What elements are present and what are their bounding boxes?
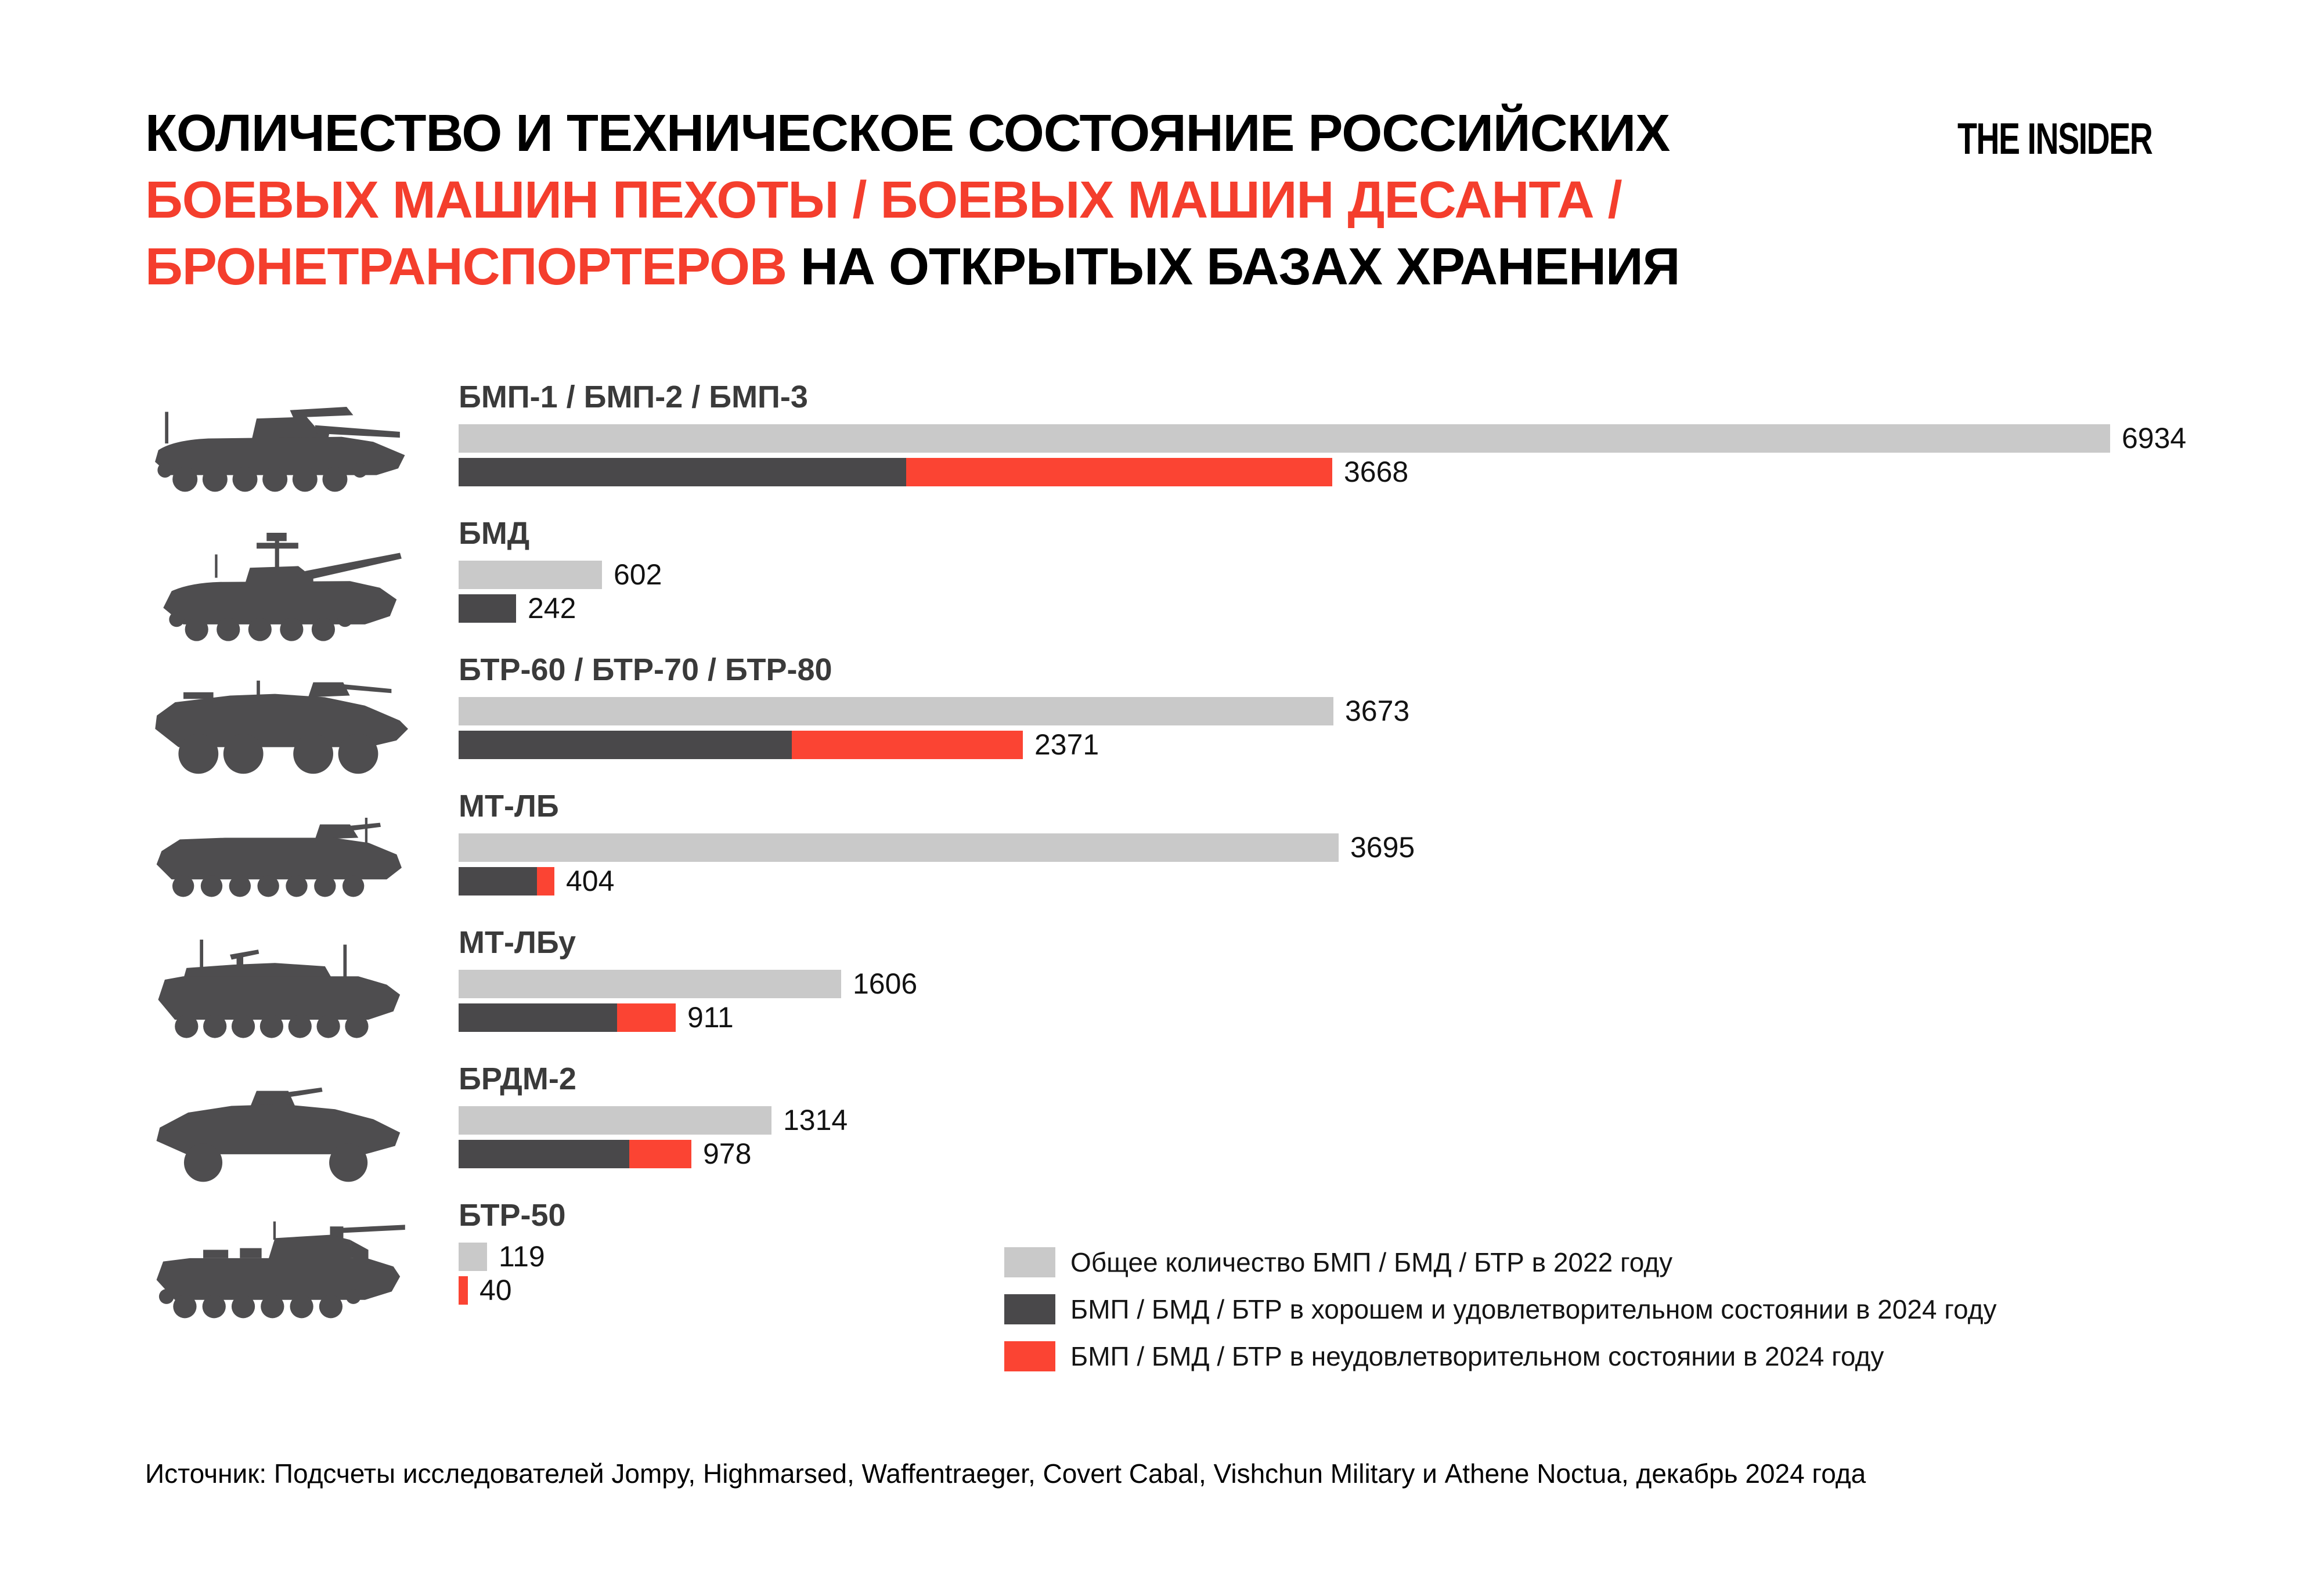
brdm-2-icon xyxy=(150,1084,417,1189)
legend-item-bad-2024 xyxy=(1004,1341,1996,1371)
segment-bad-2024 xyxy=(629,1140,691,1168)
segment-good-2024 xyxy=(459,458,906,486)
bar-total-2022-fill xyxy=(459,833,1339,862)
bar-value-condition: 3668 xyxy=(1344,456,1409,488)
bar-condition-2024 xyxy=(459,867,614,896)
legend-label: Общее количество БМП / БМД / БТР в 2022 году xyxy=(1070,1247,1673,1277)
segment-good-2024 xyxy=(459,1140,629,1168)
bar-value-condition: 40 xyxy=(479,1274,512,1306)
bar-total-2022-fill xyxy=(459,424,2110,453)
segment-bad-2024 xyxy=(792,731,1023,759)
bar-value-total: 602 xyxy=(614,558,662,591)
bar-total-2022 xyxy=(459,697,1409,725)
bar-value-condition: 978 xyxy=(703,1138,752,1170)
legend-swatch-dark xyxy=(1004,1294,1055,1324)
bar-condition-2024 xyxy=(459,1276,512,1305)
bar-value-total: 3695 xyxy=(1350,831,1415,864)
bar-total-2022 xyxy=(459,1240,545,1273)
bar-value-condition: 911 xyxy=(687,1001,734,1034)
legend-swatch-gray xyxy=(1004,1247,1055,1277)
segment-good-2024 xyxy=(459,731,792,759)
bar-total-2022-fill xyxy=(459,970,841,998)
segment-good-2024 xyxy=(459,1003,617,1032)
bar-total-2022-fill xyxy=(459,1106,771,1135)
title-text-red: БОЕВЫХ МАШИН ПЕХОТЫ / БОЕВЫХ МАШИН ДЕСАНТА / xyxy=(145,171,1622,229)
page-title-line2 xyxy=(145,171,1622,229)
segment-bad-2024 xyxy=(537,867,554,896)
bar-total-2022 xyxy=(459,558,662,591)
vehicle-label: МТ-ЛБу xyxy=(459,925,576,960)
segment-good-2024 xyxy=(459,594,516,623)
bar-value-total: 119 xyxy=(499,1240,545,1273)
title-text-red: БРОНЕТРАНСПОРТЕРОВ xyxy=(145,238,787,296)
bar-total-2022-fill xyxy=(459,697,1333,725)
title-text-black: КОЛИЧЕСТВО И ТЕХНИЧЕСКОЕ СОСТОЯНИЕ РОССИЙСКИХ xyxy=(145,104,1670,163)
mt-lb-icon xyxy=(150,818,417,909)
page-title-line3 xyxy=(145,238,1680,296)
bar-total-2022 xyxy=(459,1106,848,1135)
source-line: Источник: Подсчеты исследователей Jompy, Highmarsed, Waffentraeger, Covert Cabal, Vishchun Military и Athene Noctua, декабрь 2024 года xyxy=(145,1458,1866,1489)
vehicle-label: БТР-50 xyxy=(459,1198,566,1233)
the-insider-logo: THE INSIDER xyxy=(1957,114,2152,164)
bar-condition-2024 xyxy=(459,458,1408,486)
legend-item-total-2022 xyxy=(1004,1247,1996,1277)
segment-bad-2024 xyxy=(459,1276,468,1305)
bar-value-condition: 404 xyxy=(566,865,615,897)
bmp-icon xyxy=(150,407,417,503)
vehicle-label: БТР-60 / БТР-70 / БТР-80 xyxy=(459,652,832,687)
bar-total-2022 xyxy=(459,424,2186,453)
title-text-black: НА ОТКРЫТЫХ БАЗАХ ХРАНЕНИЯ xyxy=(787,238,1680,296)
bar-condition-2024 xyxy=(459,1003,734,1032)
btr-50-icon xyxy=(150,1216,417,1329)
segment-bad-2024 xyxy=(906,458,1332,486)
bar-condition-2024 xyxy=(459,728,1099,761)
bar-total-2022-fill xyxy=(459,561,602,589)
bmd-icon xyxy=(150,533,417,649)
legend-swatch-red xyxy=(1004,1341,1055,1371)
vehicle-label: БМД xyxy=(459,516,530,551)
vehicle-label: БМП-1 / БМП-2 / БМП-3 xyxy=(459,380,808,414)
vehicle-label: МТ-ЛБ xyxy=(459,789,559,824)
bar-value-total: 6934 xyxy=(2122,422,2187,454)
bar-value-condition: 2371 xyxy=(1034,728,1099,761)
segment-bad-2024 xyxy=(617,1003,676,1032)
bar-value-condition: 242 xyxy=(528,592,576,624)
legend-label: БМП / БМД / БТР в неудовлетворительном состоянии в 2024 году xyxy=(1070,1341,1884,1371)
mt-lbu-icon xyxy=(150,940,417,1052)
bar-total-2022 xyxy=(459,967,918,1000)
legend-item-good-2024 xyxy=(1004,1294,1996,1324)
bar-value-total: 3673 xyxy=(1345,695,1410,727)
bar-value-total: 1314 xyxy=(783,1104,848,1136)
bar-condition-2024 xyxy=(459,1140,751,1168)
legend xyxy=(1004,1247,1996,1388)
bar-condition-2024 xyxy=(459,594,576,623)
segment-good-2024 xyxy=(459,867,537,896)
btr-60-70-80-icon xyxy=(150,677,417,777)
bar-total-2022-fill xyxy=(459,1243,487,1271)
bar-total-2022 xyxy=(459,833,1415,862)
bar-value-total: 1606 xyxy=(853,967,918,1000)
legend-label: БМП / БМД / БТР в хорошем и удовлетворительном состоянии в 2024 году xyxy=(1070,1294,1997,1324)
vehicle-label: БРДМ-2 xyxy=(459,1061,576,1096)
page-title-line1 xyxy=(145,104,1670,163)
